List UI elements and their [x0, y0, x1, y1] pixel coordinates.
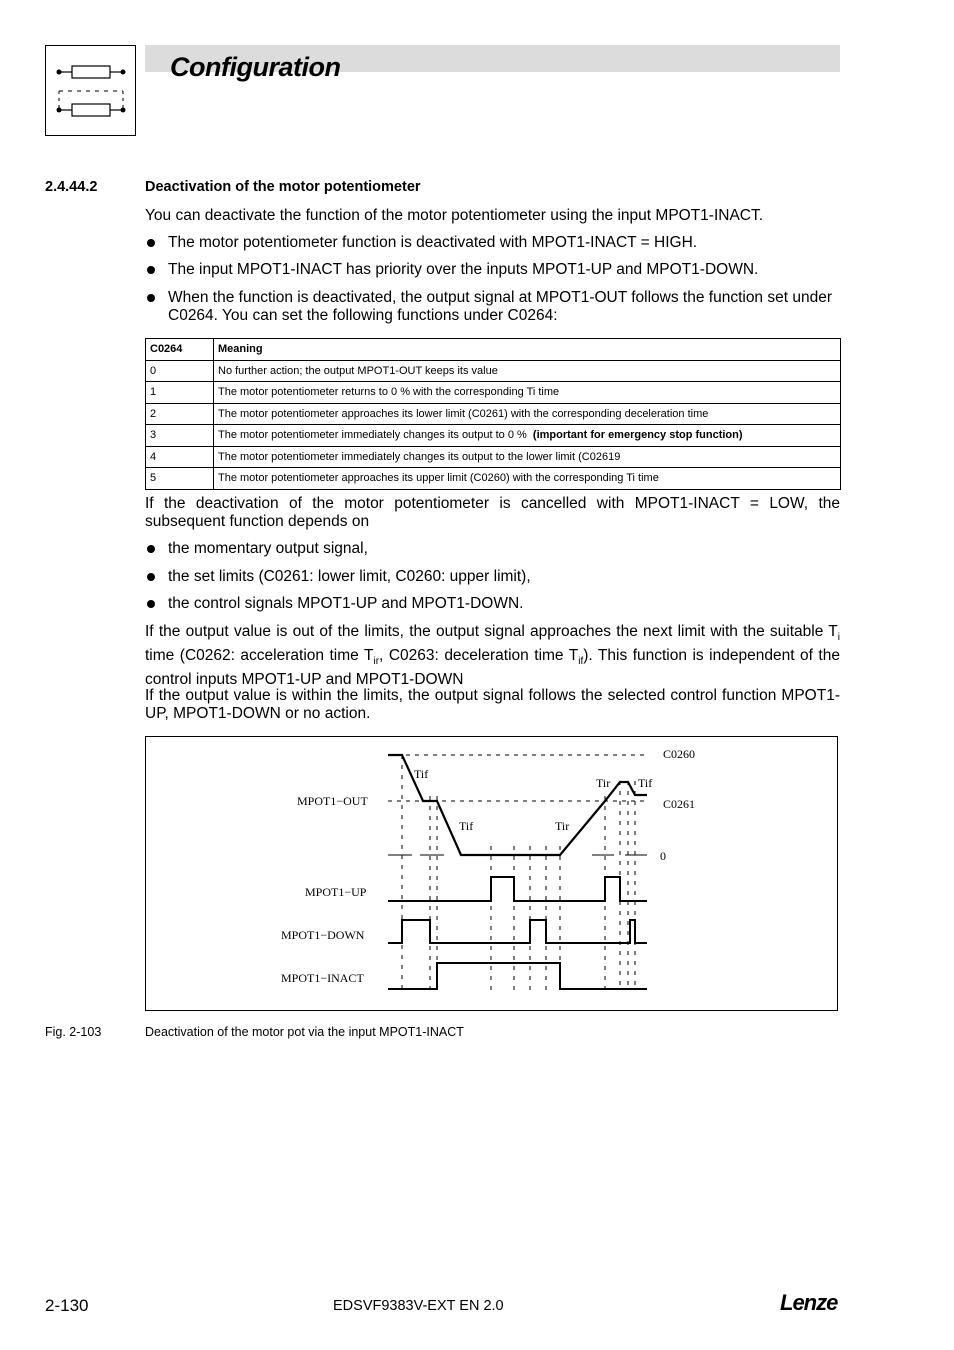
c0264-table [145, 338, 841, 490]
signal-label-up: MPOT1−UP [305, 885, 367, 899]
bullet-item: the set limits (C0261: lower limit, C0260: upper limit), [168, 568, 531, 585]
table-row [146, 468, 841, 490]
meaning-text: The motor potentiometer approaches its lower limit (C0261) with the corresponding deceleration time [218, 407, 709, 420]
table-cell-meaning [214, 360, 841, 382]
ramp-label-tir: Tir [596, 776, 611, 790]
meaning-text: The motor potentiometer returns to 0 % with the corresponding Ti time [218, 386, 560, 399]
bullet-dot [147, 239, 155, 247]
section-number: 2.4.44.2 [45, 179, 98, 195]
table-cell-meaning [214, 382, 841, 404]
circuit-icon [46, 46, 137, 137]
bullet-item: When the function is deactivated, the output signal at MPOT1-OUT follows the function set under C0264. You can set the following functions under C0264: [168, 289, 832, 324]
subscript: if [578, 656, 584, 668]
table-header-cell: Meaning [214, 339, 841, 361]
subscript: ir [373, 656, 380, 668]
text-run: time (C0262: acceleration time T [145, 647, 374, 665]
meaning-note: (important for emergency stop function) [532, 429, 743, 442]
meaning-text: The motor potentiometer immediately changes its output to 0 % [218, 429, 527, 442]
table-cell-code: 4 [146, 446, 214, 468]
figure-label: Fig. 2-103 [45, 1025, 102, 1039]
ramp-label-tif: Tif [638, 776, 653, 790]
table-cell-meaning [214, 425, 841, 447]
timing-diagram [145, 736, 838, 1011]
table-cell-meaning [214, 403, 841, 425]
table-row [146, 446, 841, 468]
table-cell-meaning [214, 468, 841, 490]
mpot1-down-trace [388, 920, 647, 943]
table-cell-code: 0 [146, 360, 214, 382]
time-markers [402, 755, 635, 991]
subscript: i [837, 632, 840, 644]
bullet-item: The input MPOT1-INACT has priority over the inputs MPOT1-UP and MPOT1-DOWN. [168, 261, 759, 278]
bullet-dot [147, 545, 155, 553]
table-header-cell: C0264 [146, 339, 214, 361]
figure-caption: Deactivation of the motor pot via the input MPOT1-INACT [145, 1025, 464, 1039]
table-row [146, 360, 841, 382]
ramp-label-tif: Tif [459, 819, 474, 833]
bullet-item: the control signals MPOT1-UP and MPOT1-DOWN. [168, 595, 524, 612]
within-limits-paragraph: If the output value is within the limits, the output signal follows the selected control function MPOT1-UP, MPOT1-DOWN or no action. [145, 687, 840, 722]
bullet-dot [147, 294, 155, 302]
bullet-item: The motor potentiometer function is deactivated with MPOT1-INACT = HIGH. [168, 234, 698, 251]
table-cell-code: 2 [146, 403, 214, 425]
table-row [146, 425, 841, 447]
brand-logo: Lenze [780, 1290, 838, 1315]
bullet-dot [147, 573, 155, 581]
page-number: 2-130 [45, 1296, 89, 1315]
chapter-icon [45, 45, 136, 136]
mpot1-inact-trace [388, 963, 647, 989]
meaning-text: The motor potentiometer immediately changes its output to the lower limit (C02619 [218, 450, 621, 463]
table-row [146, 403, 841, 425]
table-cell-code: 3 [146, 425, 214, 447]
page-title: Configuration [170, 52, 341, 82]
signal-label-inact: MPOT1−INACT [281, 971, 364, 985]
ramp-label-tif: Tif [414, 767, 429, 781]
meaning-text: The motor potentiometer approaches its upper limit (C0260) with the corresponding Ti time [218, 472, 659, 485]
bullet-dot [147, 266, 155, 274]
signal-label-out: MPOT1−OUT [297, 794, 368, 808]
mpot1-up-trace [388, 877, 647, 901]
text-run: If the output value is out of the limits, the output signal approaches the next limit with the suitable T [145, 623, 838, 640]
bullet-item: the momentary output signal, [168, 540, 368, 557]
level-label-upper: C0260 [663, 747, 696, 761]
level-label-zero: 0 [660, 849, 666, 863]
text-run: ). This function is independent of the control inputs MPOT1-UP and MPOT1-DOWN [145, 647, 840, 689]
signal-label-down: MPOT1−DOWN [281, 928, 365, 942]
bullet-dot [147, 600, 155, 608]
level-label-lower: C0261 [663, 797, 696, 811]
table-row [146, 382, 841, 404]
table-cell-code: 5 [146, 468, 214, 490]
meaning-text: No further action; the output MPOT1-OUT keeps its value [218, 364, 498, 377]
text-run: , C0263: deceleration time T [379, 647, 579, 665]
ramp-label-tir: Tir [555, 819, 570, 833]
section-title: Deactivation of the motor potentiometer [145, 179, 421, 195]
intro-paragraph: You can deactivate the function of the motor potentiometer using the input MPOT1-INACT. [145, 207, 764, 224]
document-id: EDSVF9383V-EXT EN 2.0 [333, 1298, 504, 1314]
out-of-limits-paragraph [145, 623, 840, 689]
table-cell-code: 1 [146, 382, 214, 404]
table-cell-meaning [214, 446, 841, 468]
cancel-paragraph: If the deactivation of the motor potentiometer is cancelled with MPOT1-INACT = LOW, the subsequent function depends on [145, 495, 840, 530]
table-header-row [146, 339, 841, 361]
